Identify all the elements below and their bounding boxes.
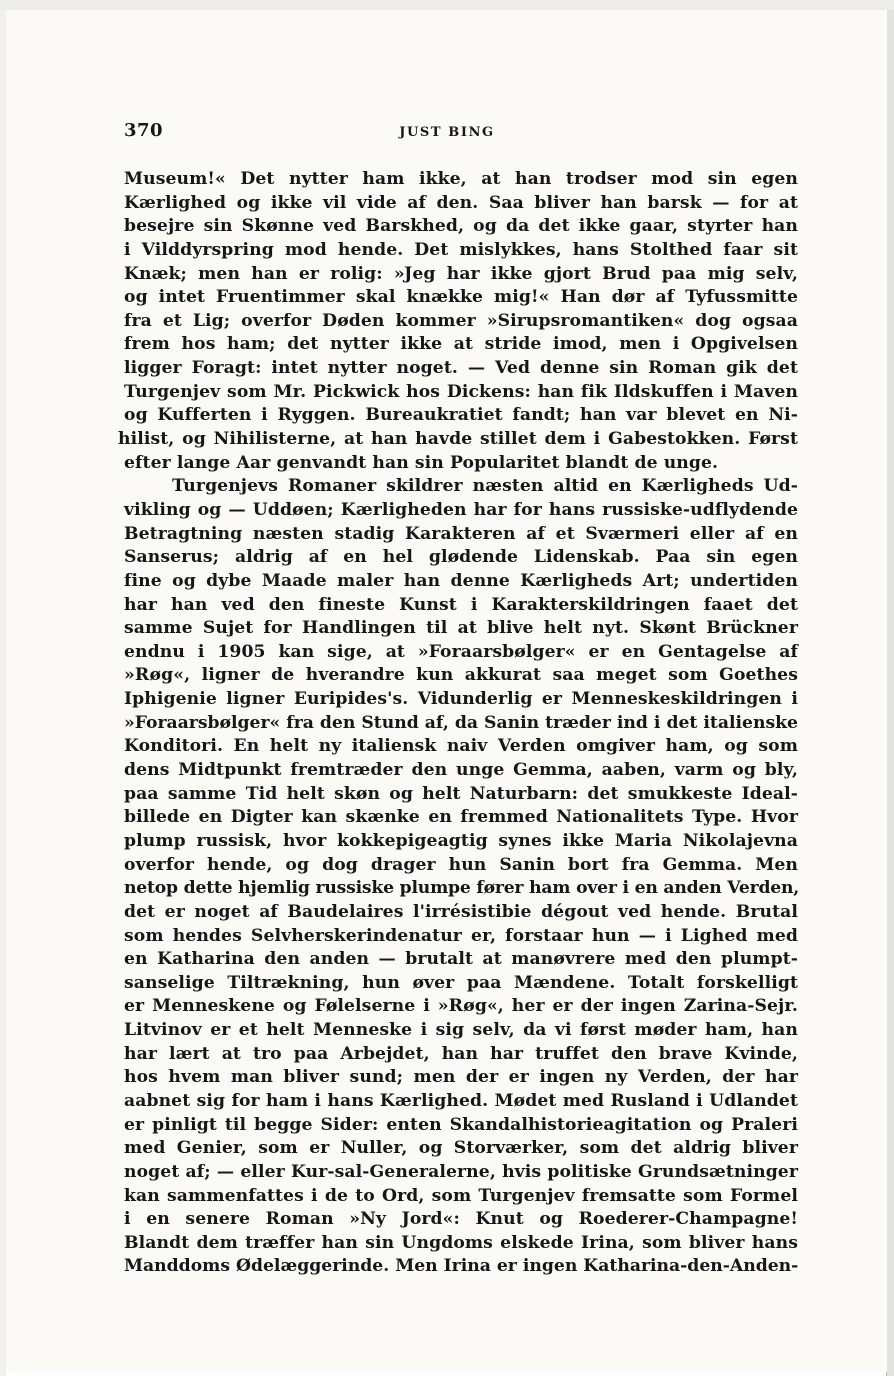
text-line: har han ved den fineste Kunst i Karakterskildringen faaet det <box>124 594 798 615</box>
text-line: kan sammenfattes i de to Ord, som Turgenjev fremsatte som Formel <box>124 1185 798 1206</box>
text-line: Museum!« Det nytter ham ikke, at han trodser mod sin egen <box>124 169 798 189</box>
text-line: paa samme Tid helt skøn og helt Naturbarn: det smukkeste Ideal- <box>124 783 798 804</box>
text-line: fine og dybe Maade maler han denne Kærligheds Art; undertiden <box>124 570 798 591</box>
text-line: aabnet sig for ham i hans Kærlighed. Mødet med Rusland i Udlandet <box>124 1090 798 1111</box>
text-line: samme Sujet for Handlingen til at blive helt nyt. Skønt Brückner <box>124 618 798 639</box>
text-line: som hendes Selvherskerindenatur er, forstaar hun — i Lighed med <box>124 925 798 946</box>
text-line: billede en Digter kan skænke en fremmed Nationalitets Type. Hvor <box>124 807 798 828</box>
text-line: »Foraarsbølger« fra den Stund af, da Sanin træder ind i det italienske <box>124 712 798 733</box>
text-line: sanselige Tiltrækning, hun øver paa Mændene. Totalt forskelligt <box>124 972 798 993</box>
text-line: Kærlighed og ikke vil vide af den. Saa bliver han barsk — for at <box>124 192 798 213</box>
text-line: Sanserus; aldrig af en hel glødende Lidenskab. Paa sin egen <box>124 547 798 568</box>
text-line: hilist, og Nihilisterne, at han havde stillet dem i Gabestokken. Først <box>118 429 798 450</box>
text-line: det er noget af Baudelaires l'irrésistibie dégout ved hende. Brutal <box>124 901 798 922</box>
text-line: Iphigenie ligner Euripides's. Vidunderlig er Menneskeskildringen i <box>124 689 798 710</box>
text-line: er pinligt til begge Sider: enten Skandalhistorieagitation og Praleri <box>124 1114 798 1135</box>
text-line: i en senere Roman »Ny Jord«: Knut og Roederer-Champagne! <box>124 1209 798 1230</box>
text-line: fra et Lig; overfor Døden kommer »Sirupsromantiken« dog ogsaa <box>124 310 798 331</box>
text-line: Betragtning næsten stadig Karakteren af et Sværmeri eller af en <box>124 523 798 544</box>
text-line: endnu i 1905 kan sige, at »Foraarsbølger« er en Gentagelse af <box>124 641 798 662</box>
text-line: og Kufferten i Ryggen. Bureaukratiet fandt; han var blevet en Ni- <box>124 405 798 426</box>
text-line: plump russisk, hvor kokkepigeagtig synes ikke Maria Nikolajevna <box>124 830 798 851</box>
text-line: frem hos ham; det nytter ikke at stride imod, men i Opgivelsen <box>124 334 798 355</box>
running-head: JUST BING <box>399 125 495 140</box>
text-line: overfor hende, og dog drager hun Sanin bort fra Gemma. Men <box>124 854 798 875</box>
text-line: en Katharina den anden — brutalt at manøvrere med den plumpt- <box>124 949 798 970</box>
body-text <box>118 168 800 1279</box>
text-line: har lært at tro paa Arbejdet, han har truffet den brave Kvinde, <box>124 1043 798 1064</box>
text-line: Turgenjev som Mr. Pickwick hos Dickens: han fik Ildskuffen i Maven <box>124 381 798 402</box>
paragraph-first-line: Turgenjevs Romaner skildrer næsten altid en Kærligheds Ud- <box>172 476 798 497</box>
text-line: dens Midtpunkt fremtræder den unge Gemma, aaben, varm og bly, <box>124 760 798 781</box>
text-line: Blandt dem træffer han sin Ungdoms elskede Irina, som bliver hans <box>124 1232 798 1253</box>
text-line: Litvinov er et helt Menneske i sig selv, da vi først møder ham, han <box>124 1020 798 1041</box>
text-line: er Menneskene og Følelserne i »Røg«, her er der ingen Zarina-Sejr. <box>124 996 798 1017</box>
scan-right-edge <box>886 10 894 1376</box>
text-line: og intet Fruentimmer skal knække mig!« Han dør af Tyfussmitte <box>124 287 798 308</box>
text-line: »Røg«, ligner de hverandre kun akkurat saa meget som Goethes <box>124 665 798 686</box>
text-line: efter lange Aar genvandt han sin Popularitet blandt de unge. <box>124 452 719 473</box>
text-line: Knæk; men han er rolig: »Jeg har ikke gjort Brud paa mig selv, <box>124 263 798 284</box>
text-line: med Genier, som er Nuller, og Storværker, som det aldrig bliver <box>124 1138 798 1159</box>
text-line: noget af; — eller Kur-sal-Generalerne, hvis politiske Grundsætninger <box>124 1161 798 1182</box>
text-line: i Vilddyrspring mod hende. Det mislykkes, hans Stolthed faar sit <box>124 239 798 260</box>
text-line: besejre sin Skønne ved Barskhed, og da det ikke gaar, styrter han <box>124 216 798 237</box>
text-line: ligger Foragt: intet nytter noget. — Ved denne sin Roman gik det <box>124 358 798 379</box>
text-line: hos hvem man bliver sund; men der er ingen ny Verden, der har <box>124 1067 798 1088</box>
text-line: Konditori. En helt ny italiensk naiv Verden omgiver ham, og som <box>124 736 798 757</box>
text-line: vikling og — Uddøen; Kærligheden har for hans russiske-udflydende <box>124 499 798 520</box>
text-line: netop dette hjemlig russiske plumpe fører ham over i en anden Verden, <box>124 878 800 899</box>
text-line: Manddoms Ødelæggerinde. Men Irina er ingen Katharina-den-Anden- <box>124 1256 799 1277</box>
page-number: 370 <box>124 120 164 141</box>
